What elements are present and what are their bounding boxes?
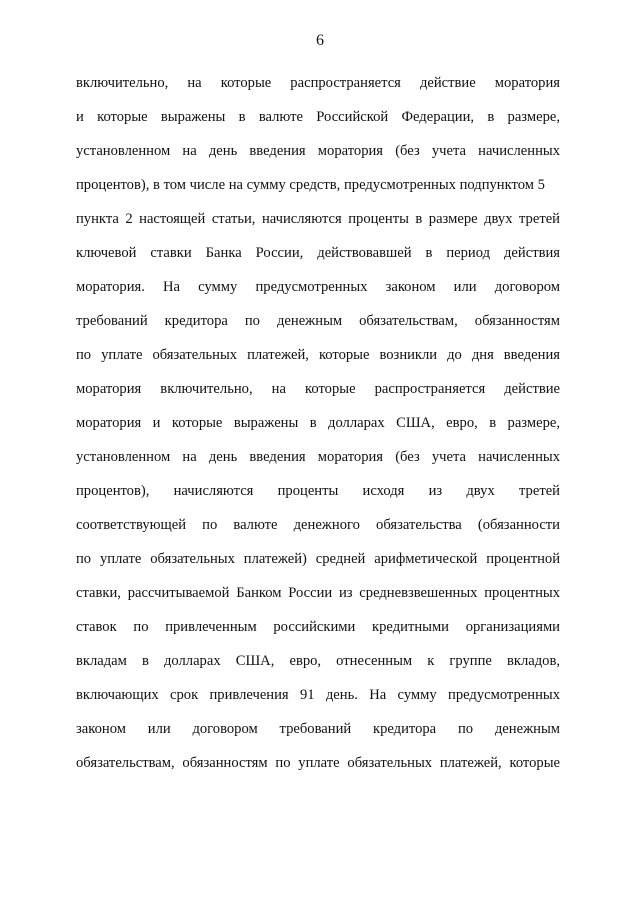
text-line: установленном на день введения моратория (без учета начисленных <box>76 143 560 159</box>
text-line: включительно, на которые распространяется действие моратория <box>76 75 560 91</box>
text-line: ключевой ставки Банка России, действовавшей в период действия <box>76 245 560 261</box>
text-line: моратория. На сумму предусмотренных законом или договором <box>76 279 560 295</box>
page-number: 6 <box>316 32 324 49</box>
text-line: пункта 2 настоящей статьи, начисляются проценты в размере двух третей <box>76 211 560 227</box>
text-line: процентов), начисляются проценты исходя из двух третей <box>76 483 560 499</box>
text-line: и которые выражены в валюте Российской Федерации, в размере, <box>76 109 560 125</box>
text-line: ставок по привлеченным российскими кредитными организациями <box>76 619 560 635</box>
body-text <box>76 66 560 780</box>
text-line: обязательствам, обязанностям по уплате обязательных платежей, которые <box>76 755 560 771</box>
text-line: вкладам в долларах США, евро, отнесенным к группе вкладов, <box>76 653 560 669</box>
text-line: законом или договором требований кредитора по денежным <box>76 721 560 737</box>
text-line: ставки, рассчитываемой Банком России из средневзвешенных процентных <box>76 585 560 601</box>
text-line: включающих срок привлечения 91 день. На сумму предусмотренных <box>76 687 560 703</box>
text-line: требований кредитора по денежным обязательствам, обязанностям <box>76 313 560 329</box>
text-line: установленном на день введения моратория (без учета начисленных <box>76 449 560 465</box>
text-line: по уплате обязательных платежей) средней арифметической процентной <box>76 551 560 567</box>
text-line: по уплате обязательных платежей, которые возникли до дня введения <box>76 347 560 363</box>
text-line: соответствующей по валюте денежного обязательства (обязанности <box>76 517 560 533</box>
text-line: моратория и которые выражены в долларах США, евро, в размере, <box>76 415 560 431</box>
text-line: моратория включительно, на которые распространяется действие <box>76 381 560 397</box>
text-line: процентов), в том числе на сумму средств, предусмотренных подпунктом 5 <box>76 177 545 193</box>
